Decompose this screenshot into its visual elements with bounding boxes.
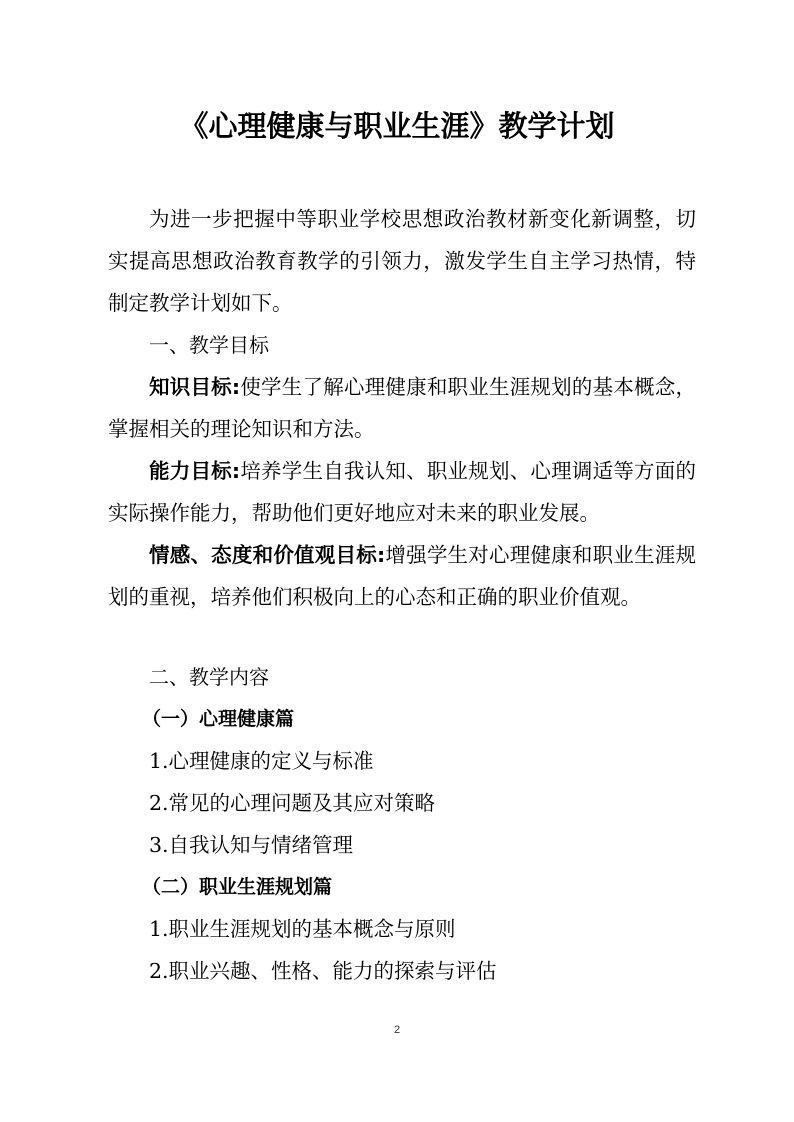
emotion-goal-label: 情感、态度和价值观目标: — [149, 543, 386, 567]
list-item: 3.自我认知与情绪管理 — [149, 833, 354, 857]
section-heading-teaching-content: 二、教学内容 — [149, 665, 269, 689]
intro-paragraph: 为进一步把握中等职业学校思想政治教材新变化新调整，切实提高思想政治教育教学的引领力，激发学生自主学习热情，特制定教学计划如下。 — [108, 207, 696, 315]
document-title: 《心理健康与职业生涯》教学计划 — [179, 109, 615, 143]
subsection-heading-mental-health: （一）心理健康篇 — [142, 708, 295, 730]
section-heading-teaching-goals: 一、教学目标 — [149, 333, 269, 357]
knowledge-goal-text: 使学生了解心理健康和职业生涯规划的基本概念，掌握相关的理论知识和方法。 — [108, 375, 696, 441]
page-number: 2 — [393, 1024, 401, 1036]
ability-goal-text: 培养学生自我认知、职业规划、心理调适等方面的实际操作能力，帮助他们更好地应对未来的职业发展。 — [108, 459, 696, 525]
ability-goal-label: 能力目标: — [149, 459, 241, 483]
list-item: 1.心理健康的定义与标准 — [149, 749, 374, 773]
list-item: 2.职业兴趣、性格、能力的探索与评估 — [149, 959, 497, 983]
knowledge-goal-label: 知识目标: — [149, 375, 241, 399]
emotion-goal-paragraph — [108, 534, 696, 618]
list-item: 1.职业生涯规划的基本概念与原则 — [149, 917, 456, 941]
knowledge-goal-paragraph — [108, 366, 696, 450]
emotion-goal-text: 增强学生对心理健康和职业生涯规划的重视，培养他们积极向上的心态和正确的职业价值观。 — [108, 543, 696, 609]
list-item: 2.常见的心理问题及其应对策略 — [149, 791, 436, 815]
subsection-heading-career-planning: （二）职业生涯规划篇 — [142, 876, 333, 898]
ability-goal-paragraph — [108, 450, 696, 534]
